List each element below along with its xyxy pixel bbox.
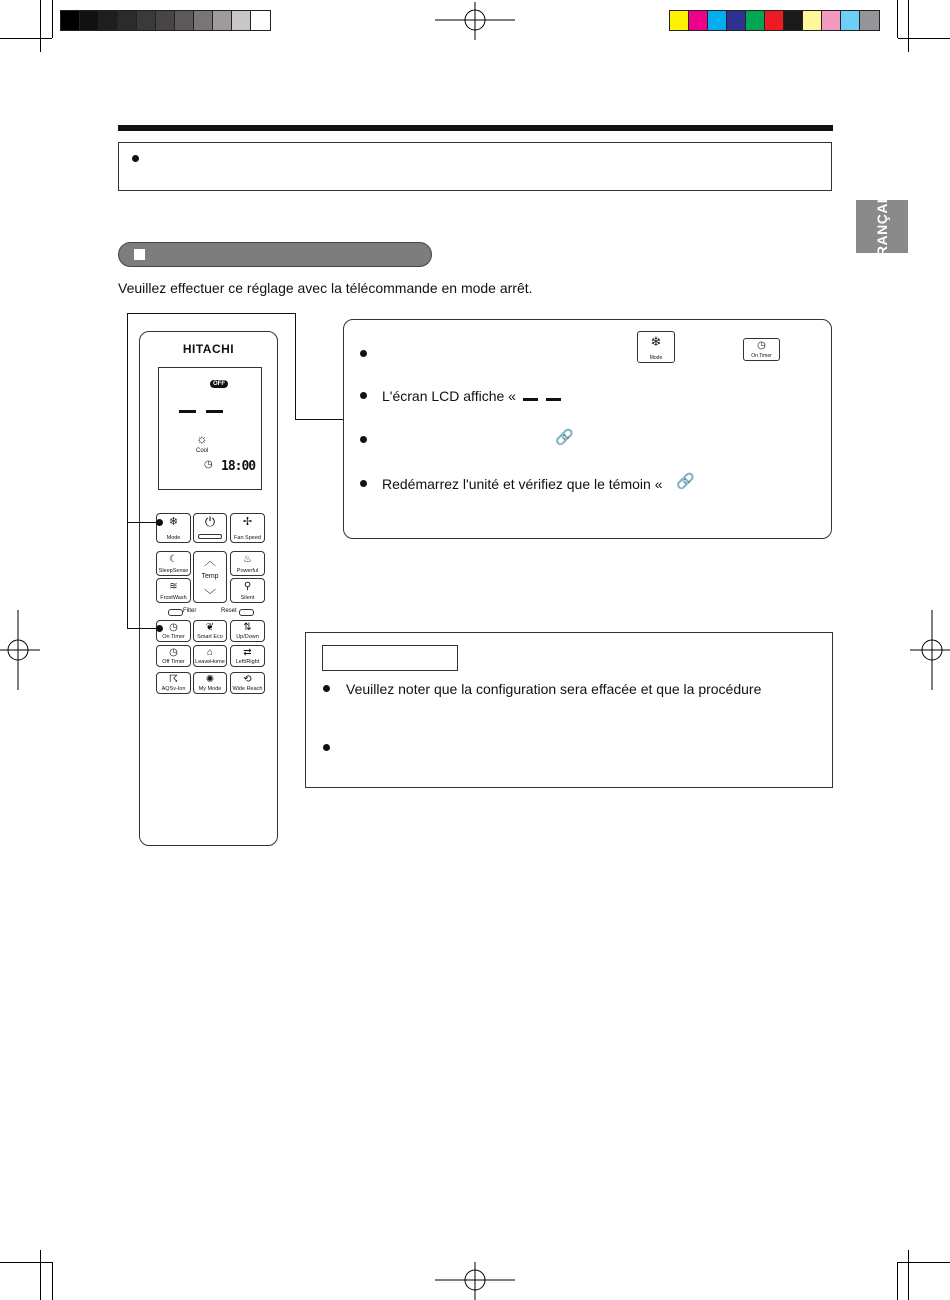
ion-icon: ☈: [169, 674, 178, 685]
color-swatch: [251, 11, 270, 30]
color-swatch: [784, 11, 803, 30]
snowflake-icon: ❄: [168, 516, 179, 528]
lcd-screen: [158, 367, 262, 490]
section-heading-pill: [118, 242, 432, 267]
crop-mark: [40, 1250, 41, 1300]
leader-line: [127, 522, 157, 523]
sleepsense-label: SleepSense: [158, 568, 189, 574]
lcd-clock: 18:00: [221, 459, 256, 474]
power-button[interactable]: [193, 513, 227, 543]
bullet-icon: [360, 436, 367, 443]
sleepsense-button[interactable]: [156, 551, 191, 576]
temp-label: Temp: [201, 573, 219, 580]
powerful-icon: ♨: [243, 554, 252, 565]
temp-down-icon[interactable]: ﹀: [203, 588, 216, 602]
registration-mark-right: [910, 610, 950, 690]
brand-logo: HITACHI: [182, 342, 235, 356]
fan-icon: ✢: [242, 516, 253, 528]
wide-reach-label: Wide Reach: [232, 686, 263, 692]
aqsv-ion-label: AQSv-Ion: [161, 686, 186, 692]
crop-mark: [52, 0, 53, 38]
leader-line: [127, 313, 295, 314]
power-bar: [198, 534, 222, 539]
color-swatch: [137, 11, 156, 30]
wide-reach-icon: ⟲: [243, 674, 252, 685]
mini-mode-label: Mode: [649, 355, 663, 361]
clock-icon: ◷: [204, 459, 213, 470]
off-timer-label: Off Timer: [162, 659, 185, 665]
frostwash-icon: ≋: [169, 581, 178, 592]
color-swatch: [860, 11, 879, 30]
mode-button-illustration: [637, 331, 675, 363]
leave-home-label: LeaveHome: [195, 659, 225, 665]
bullet-icon: [323, 685, 330, 692]
color-swatch: [822, 11, 841, 30]
snowflake-icon: ❄: [650, 334, 662, 349]
color-swatch: [213, 11, 232, 30]
reset-button[interactable]: [239, 609, 254, 616]
note-box: [118, 142, 832, 191]
off-timer-button[interactable]: [156, 645, 191, 667]
moon-icon: ☾: [169, 554, 178, 565]
aqsv-ion-button[interactable]: [156, 672, 191, 694]
timer-icon: ◷: [169, 622, 178, 633]
color-swatch: [99, 11, 118, 30]
registration-mark-bottom: [435, 1262, 515, 1300]
bullet-icon: [360, 480, 367, 487]
frostwash-button[interactable]: [156, 578, 191, 603]
on-timer-button-illustration: [743, 338, 780, 361]
leave-home-icon: ⌂: [206, 647, 214, 658]
leave-home-button[interactable]: [193, 645, 227, 667]
left-right-swing-icon: ⇄: [243, 647, 252, 658]
language-tab-label: FRANÇAIS: [874, 188, 890, 265]
crop-mark: [908, 0, 909, 52]
warning-line1: Veuillez noter que la configuration sera effacée et que la procédure: [346, 681, 762, 697]
leader-line: [295, 313, 296, 420]
intro-text: Veuillez effectuer ce réglage avec la télécommande en mode arrêt.: [118, 280, 533, 296]
leader-line: [295, 419, 344, 420]
temp-rocker[interactable]: [193, 551, 227, 603]
color-swatch: [80, 11, 99, 30]
leader-line: [127, 628, 157, 629]
silent-icon: ⚲: [243, 581, 252, 592]
link-icon: 🔗: [555, 429, 574, 446]
language-tab: [856, 188, 908, 265]
smart-eco-button[interactable]: [193, 620, 227, 642]
filter-label: Filter: [183, 608, 197, 614]
step4-text: Redémarrez l'unité et vérifiez que le témoin «: [382, 476, 663, 492]
fan-speed-label: Fan Speed: [234, 535, 261, 541]
crop-mark: [40, 0, 41, 52]
off-indicator: OFF: [210, 380, 228, 388]
temp-up-icon[interactable]: ︿: [203, 554, 216, 568]
bullet-icon: [360, 392, 367, 399]
registration-mark-top: [435, 2, 515, 42]
lcd-dash: [206, 410, 223, 413]
my-mode-button[interactable]: [193, 672, 227, 694]
mode-button-label: Mode: [166, 535, 181, 541]
square-bullet-icon: [134, 249, 145, 260]
step2-text: L'écran LCD affiche «: [382, 388, 516, 404]
silent-label: Silent: [240, 595, 255, 601]
color-swatch: [175, 11, 194, 30]
wide-reach-button[interactable]: [230, 672, 265, 694]
sun-icon: ☼: [196, 431, 208, 446]
crop-mark: [898, 1262, 950, 1263]
registration-mark-left: [0, 610, 40, 690]
up-down-label: Up/Down: [236, 634, 259, 640]
powerful-label: Powerful: [236, 568, 259, 574]
filter-button[interactable]: [168, 609, 183, 616]
crop-mark: [897, 0, 898, 38]
mini-timer-label: On Timer: [751, 353, 772, 359]
timer-icon: ◷: [169, 647, 178, 658]
color-swatch: [118, 11, 137, 30]
crop-mark: [897, 1262, 898, 1300]
timer-callout-marker: [156, 625, 163, 632]
lcd-dash: [523, 398, 538, 401]
crop-mark: [898, 38, 950, 39]
bullet-icon: [360, 350, 367, 357]
grayscale-color-bar: [60, 10, 271, 31]
left-right-button[interactable]: [230, 645, 265, 667]
lcd-mode-label: Cool: [196, 448, 209, 454]
process-color-bar: [669, 10, 880, 31]
remote-control: [139, 331, 278, 846]
left-right-label: Left/Right: [235, 659, 260, 665]
reset-label: Reset: [221, 608, 237, 614]
frostwash-label: FrostWash: [160, 595, 187, 601]
lcd-dash: [179, 410, 196, 413]
color-swatch: [708, 11, 727, 30]
up-down-swing-icon: ⇅: [243, 622, 252, 633]
crop-mark: [0, 1262, 52, 1263]
crop-mark: [908, 1250, 909, 1300]
leaf-icon: ❦: [205, 622, 215, 633]
fan-speed-button[interactable]: [230, 513, 265, 543]
power-icon: ⏻: [204, 514, 216, 529]
bullet-icon: [132, 155, 139, 162]
my-mode-label: My Mode: [198, 686, 222, 692]
my-mode-icon: ✺: [205, 674, 215, 685]
timer-icon: ◷: [757, 340, 766, 351]
up-down-button[interactable]: [230, 620, 265, 642]
color-swatch: [194, 11, 213, 30]
color-swatch: [670, 11, 689, 30]
crop-mark: [52, 1262, 53, 1300]
silent-button[interactable]: [230, 578, 265, 603]
color-swatch: [746, 11, 765, 30]
section-top-rule: [118, 125, 833, 131]
smart-eco-label: Smart Eco: [197, 634, 223, 640]
mode-callout-marker: [156, 519, 163, 526]
mode-button[interactable]: [156, 513, 191, 543]
on-timer-label: On Timer: [162, 634, 185, 640]
color-swatch: [156, 11, 175, 30]
powerful-button[interactable]: [230, 551, 265, 576]
color-swatch: [727, 11, 746, 30]
leader-line: [127, 313, 128, 629]
color-swatch: [803, 11, 822, 30]
color-swatch: [841, 11, 860, 30]
bullet-icon: [323, 744, 330, 751]
color-swatch: [61, 11, 80, 30]
crop-mark: [0, 38, 52, 39]
color-swatch: [765, 11, 784, 30]
color-swatch: [232, 11, 251, 30]
warning-label-box: [322, 645, 458, 671]
link-icon: 🔗: [676, 473, 695, 490]
color-swatch: [689, 11, 708, 30]
lcd-dash: [546, 398, 561, 401]
